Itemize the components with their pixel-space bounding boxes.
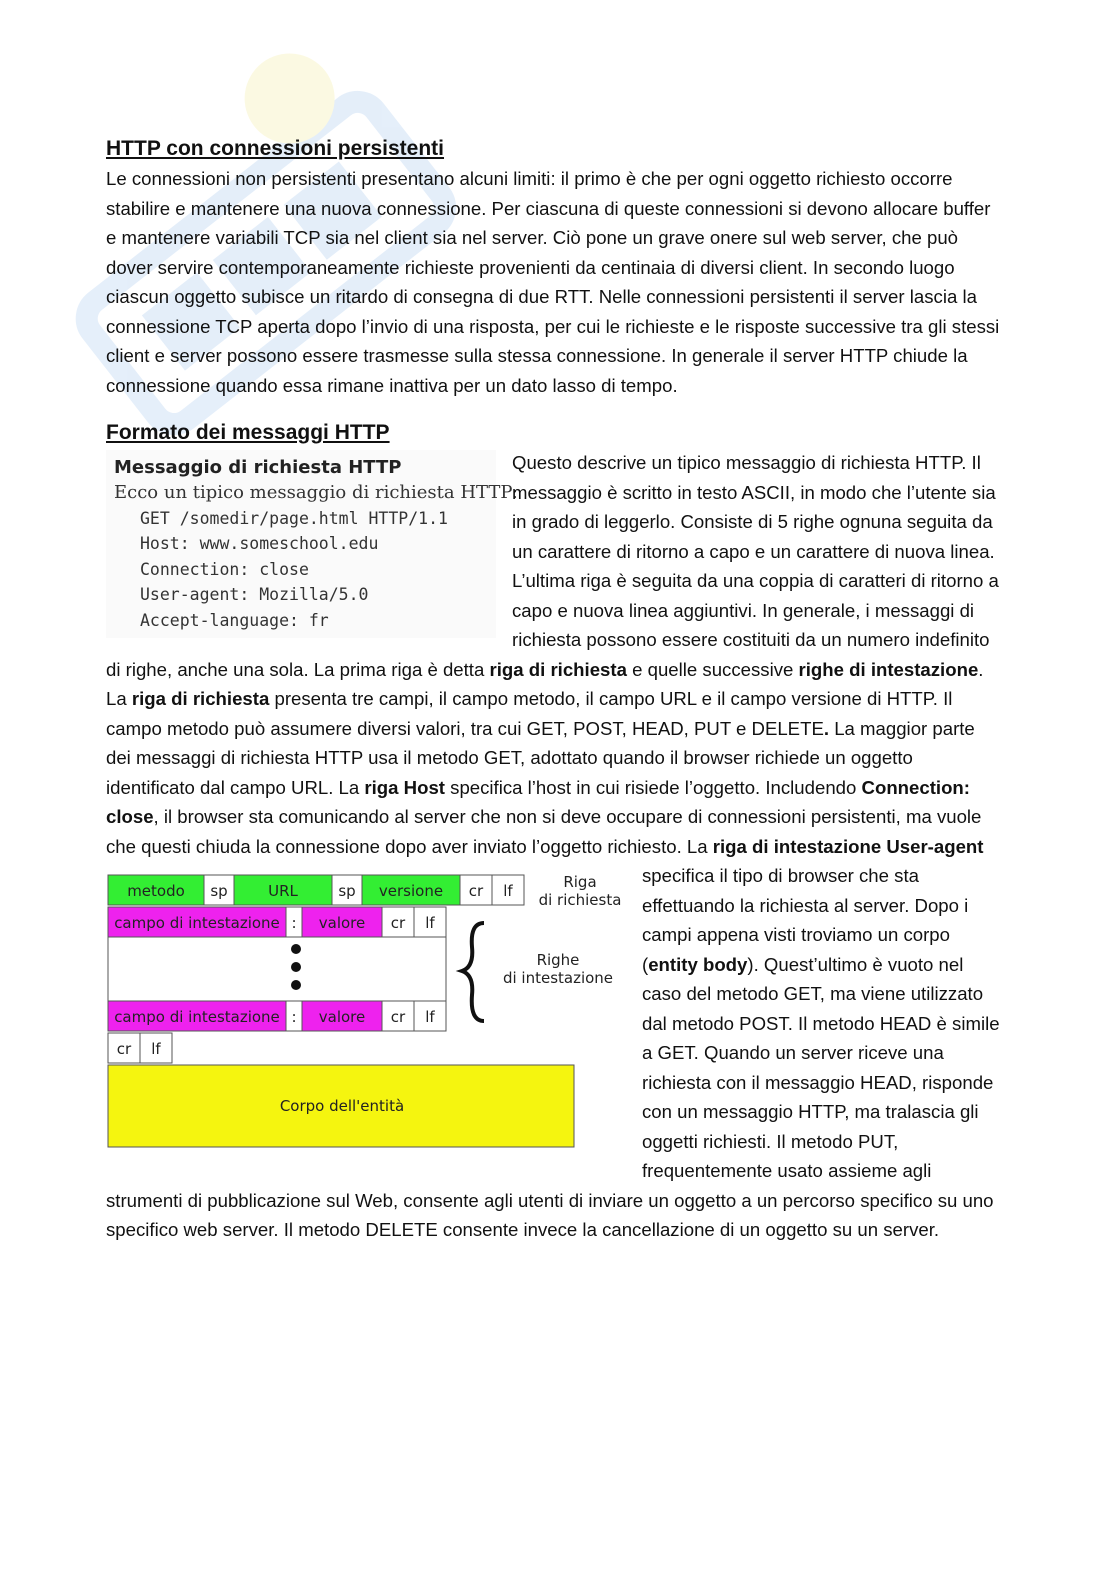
ellipsis-dot: [291, 944, 301, 954]
request-line-row: [108, 875, 524, 905]
field-cr: cr: [468, 882, 484, 900]
paragraph-methods: specifica il tipo di browser che sta effettuando la richiesta al server. Dopo i campi appena visti troviamo un corpo (entity body). Quest’ultimo è vuoto nel caso del metodo GET, ma viene utilizzato dal metodo POST. Il metodo HEAD è simile a GET. Quando un server riceve una richiesta con il messaggio HEAD, risponde con un messaggio HTTP, ma tralascia gli oggetti richiesti. Il metodo PUT, frequentemente usato assieme agli strumenti di pubblicazione sul Web, consente agli utenti di inviare un oggetto a un percorso specifico su uno specifico web server. Il metodo DELETE consente invece la cancellazione di un oggetto su un server.: [106, 865, 1000, 1240]
request-line: GET /somedir/page.html HTTP/1.1: [140, 509, 448, 528]
brace-icon: [462, 923, 484, 1021]
paragraph-persistent: Le connessioni non persistenti presentano alcuni limiti: il primo è che per ogni oggetto richiesto occorre stabilire e mantenere una nuova connessione. Per ciascuna di queste connessioni si devono allocare buffer e mantenere variabili TCP sia nel client sia nel server. Ciò pone un grave onere sul web server, che può dover servire contemporaneamente richieste provenienti da centinaia di diversi client. In secondo luogo ciascun oggetto subisce un ritardo di consegna di due RTT. Nelle connessioni persistenti il server lascia la connessione TCP aperta dopo l’invio di una risposta, per cui le richieste e le risposte successive tra gli stessi client e server possono essere trasmesse sulla stessa connessione. In generale il server HTTP chiude la connessione quando essa rimane inattiva per un dato lasso di tempo.: [106, 168, 1000, 396]
paragraph-format: Questo descrive un tipico messaggio di richiesta HTTP. Il messaggio è scritto in testo ASCII, in modo che l’utente sia in grado di leggerlo. Consiste di 5 righe ognuna seguita da un carattere di ritorno a capo e un carattere di nuova linea. L’ultima riga è seguita da una coppia di caratteri di ritorno a capo e nuova linea aggiuntivi. In generale, i messaggi di richiesta possono essere costituiti da un numero indefinito di righe, anche una sola. La prima riga è detta riga di richiesta e quelle successive righe di intestazione. La riga di richiesta presenta tre campi, il campo metodo, il campo URL e il campo versione di HTTP. Il campo metodo può assumere diversi valori, tra cui GET, POST, HEAD, PUT e DELETE. La maggior parte dei messaggi di richiesta HTTP usa il metodo GET, adottato quando il browser richiede un oggetto identificato dal campo URL. La riga Host specifica l’host in cui risiede l’oggetto. Includendo Connection: close, il browser sta comunicando al server che non si deve occupare di connessioni persistenti, ma vuole che questi chiuda la connessione dopo aver inviato l’oggetto richiesto. La riga di intestazione User-agent: [106, 452, 999, 857]
header-value: valore: [318, 1008, 366, 1026]
section-title-persistent: HTTP con connessioni persistenti: [106, 137, 445, 160]
ellipsis-dot: [291, 980, 301, 990]
label-request-line: Riga: [563, 873, 597, 891]
header-colon: :: [291, 1008, 297, 1026]
header-cr: cr: [390, 1008, 406, 1026]
header-line-row-1: [108, 907, 446, 937]
field-lf: lf: [503, 882, 513, 900]
ellipsis-dot: [291, 962, 301, 972]
field-method: metodo: [127, 882, 185, 900]
header-ellipsis-block: [108, 937, 446, 1001]
request-format-diagram: [106, 871, 628, 1162]
header-line-connection: Connection: close: [140, 559, 309, 579]
field-url: URL: [268, 882, 298, 900]
header-field-name: campo di intestazione: [114, 914, 280, 932]
header-value: valore: [318, 914, 366, 932]
label-header-lines-2: di intestazione: [502, 969, 614, 987]
figure-subtitle: Ecco un tipico messaggio di richiesta HTTP:: [114, 482, 518, 503]
field-sp-2: sp: [338, 882, 356, 900]
header-line-row-2: [108, 1001, 446, 1031]
figure-title: Messaggio di richiesta HTTP: [114, 457, 402, 478]
blank-line-cr: cr: [116, 1040, 132, 1058]
header-field-name: campo di intestazione: [114, 1008, 280, 1026]
field-sp-1: sp: [210, 882, 228, 900]
label-request-line-2: di richiesta: [538, 891, 622, 909]
header-line-accept-language: Accept-language: fr: [140, 610, 329, 630]
header-cr: cr: [390, 914, 406, 932]
field-version: versione: [378, 882, 444, 900]
blank-line-lf: lf: [151, 1040, 161, 1058]
header-lf: lf: [425, 914, 435, 932]
section-title-format: Formato dei messaggi HTTP: [106, 421, 390, 444]
request-message-figure: [106, 450, 518, 638]
header-line-host: Host: www.someschool.edu: [140, 534, 379, 554]
document-page: [106, 134, 1002, 1245]
header-colon: :: [291, 914, 297, 932]
header-lf: lf: [425, 1008, 435, 1026]
label-header-lines: Righe: [536, 951, 580, 969]
entity-body-label: Corpo dell'entità: [279, 1097, 405, 1115]
header-line-user-agent: User-agent: Mozilla/5.0: [140, 585, 369, 605]
request-format-svg: [106, 871, 628, 1153]
